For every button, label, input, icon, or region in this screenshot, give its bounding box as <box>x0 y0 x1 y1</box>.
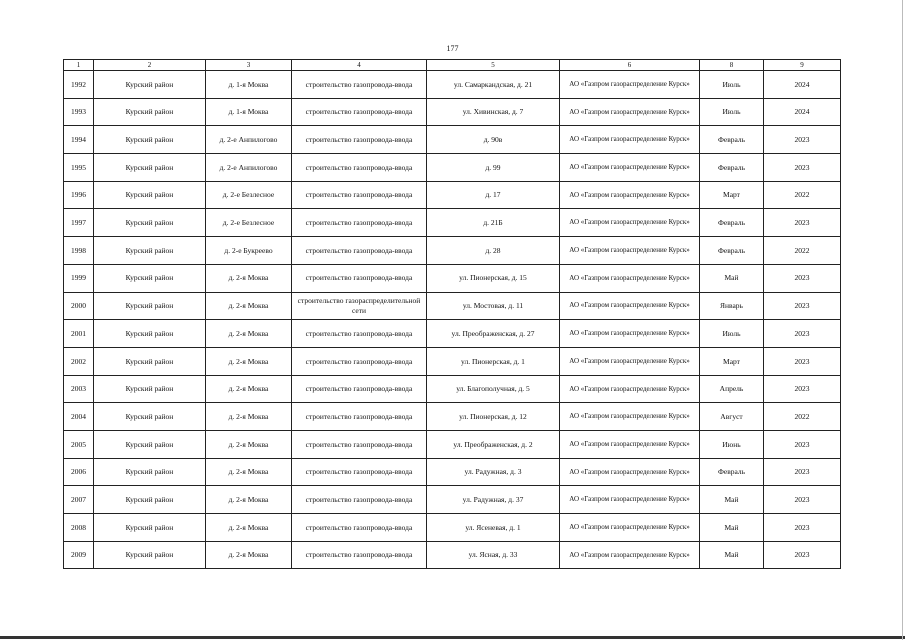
column-header: 1 <box>64 60 94 71</box>
address-cell: д. 17 <box>427 181 560 209</box>
month-cell: Май <box>700 264 764 292</box>
table-row <box>64 98 841 126</box>
table-row <box>64 430 841 458</box>
table-row <box>64 347 841 375</box>
address-cell: д. 21Б <box>427 209 560 237</box>
work-type-cell: строительство газопровода-ввода <box>292 181 427 209</box>
row-number-cell: 2007 <box>64 486 94 514</box>
work-type-cell: строительство газопровода-ввода <box>292 154 427 182</box>
table-row <box>64 403 841 431</box>
month-cell: Июль <box>700 320 764 348</box>
settlement-cell: д. 2-я Моква <box>206 458 292 486</box>
district-cell: Курский район <box>94 292 206 320</box>
address-cell: д. 28 <box>427 237 560 265</box>
month-cell: Апрель <box>700 375 764 403</box>
owner-cell: АО «Газпром газораспределение Курск» <box>560 403 700 431</box>
table-row <box>64 209 841 237</box>
month-cell: Январь <box>700 292 764 320</box>
district-cell: Курский район <box>94 347 206 375</box>
table-row <box>64 375 841 403</box>
settlement-cell: д. 2-е Букреево <box>206 237 292 265</box>
owner-cell: АО «Газпром газораспределение Курск» <box>560 347 700 375</box>
row-number-cell: 1999 <box>64 264 94 292</box>
settlement-cell: д. 2-я Моква <box>206 347 292 375</box>
address-cell: ул. Радужная, д. 37 <box>427 486 560 514</box>
table-row <box>64 320 841 348</box>
table-row <box>64 71 841 99</box>
address-cell: ул. Преображенская, д. 27 <box>427 320 560 348</box>
owner-cell: АО «Газпром газораспределение Курск» <box>560 154 700 182</box>
column-header: 3 <box>206 60 292 71</box>
row-number-cell: 2008 <box>64 514 94 542</box>
district-cell: Курский район <box>94 430 206 458</box>
address-cell: д. 99 <box>427 154 560 182</box>
address-cell: ул. Самаркандская, д. 21 <box>427 71 560 99</box>
month-cell: Февраль <box>700 209 764 237</box>
work-type-cell: строительство газопровода-ввода <box>292 264 427 292</box>
owner-cell: АО «Газпром газораспределение Курск» <box>560 514 700 542</box>
month-cell: Февраль <box>700 458 764 486</box>
year-cell: 2023 <box>764 209 841 237</box>
row-number-cell: 1997 <box>64 209 94 237</box>
row-number-cell: 2001 <box>64 320 94 348</box>
table-row <box>64 154 841 182</box>
settlement-cell: д. 2-я Моква <box>206 403 292 431</box>
row-number-cell: 2005 <box>64 430 94 458</box>
address-cell: ул. Благополучная, д. 5 <box>427 375 560 403</box>
address-cell: ул. Радужная, д. 3 <box>427 458 560 486</box>
settlement-cell: д. 2-е Анпилогово <box>206 126 292 154</box>
year-cell: 2023 <box>764 375 841 403</box>
month-cell: Июль <box>700 98 764 126</box>
owner-cell: АО «Газпром газораспределение Курск» <box>560 430 700 458</box>
year-cell: 2023 <box>764 154 841 182</box>
settlement-cell: д. 1-я Моква <box>206 98 292 126</box>
table-row <box>64 486 841 514</box>
settlement-cell: д. 2-я Моква <box>206 430 292 458</box>
year-cell: 2023 <box>764 430 841 458</box>
row-number-cell: 2003 <box>64 375 94 403</box>
table-row <box>64 181 841 209</box>
district-cell: Курский район <box>94 375 206 403</box>
work-type-cell: строительство газораспределительной сети <box>292 292 427 320</box>
work-type-cell: строительство газопровода-ввода <box>292 430 427 458</box>
column-header: 4 <box>292 60 427 71</box>
settlement-cell: д. 2-я Моква <box>206 486 292 514</box>
table-row <box>64 514 841 542</box>
owner-cell: АО «Газпром газораспределение Курск» <box>560 541 700 569</box>
year-cell: 2023 <box>764 264 841 292</box>
table-row <box>64 264 841 292</box>
month-cell: Февраль <box>700 126 764 154</box>
settlement-cell: д. 2-я Моква <box>206 292 292 320</box>
district-cell: Курский район <box>94 209 206 237</box>
district-cell: Курский район <box>94 126 206 154</box>
gasification-table <box>63 59 841 569</box>
owner-cell: АО «Газпром газораспределение Курск» <box>560 375 700 403</box>
settlement-cell: д. 2-е Анпилогово <box>206 154 292 182</box>
owner-cell: АО «Газпром газораспределение Курск» <box>560 237 700 265</box>
district-cell: Курский район <box>94 541 206 569</box>
row-number-cell: 2009 <box>64 541 94 569</box>
page-number: 177 <box>446 44 459 53</box>
owner-cell: АО «Газпром газораспределение Курск» <box>560 292 700 320</box>
month-cell: Март <box>700 347 764 375</box>
year-cell: 2022 <box>764 181 841 209</box>
settlement-cell: д. 2-я Моква <box>206 514 292 542</box>
column-header: 9 <box>764 60 841 71</box>
month-cell: Август <box>700 403 764 431</box>
work-type-cell: строительство газопровода-ввода <box>292 71 427 99</box>
district-cell: Курский район <box>94 154 206 182</box>
row-number-cell: 2000 <box>64 292 94 320</box>
settlement-cell: д. 2-е Безлесное <box>206 181 292 209</box>
month-cell: Май <box>700 541 764 569</box>
district-cell: Курский район <box>94 181 206 209</box>
owner-cell: АО «Газпром газораспределение Курск» <box>560 209 700 237</box>
month-cell: Май <box>700 514 764 542</box>
row-number-cell: 2004 <box>64 403 94 431</box>
address-cell: ул. Пионерская, д. 15 <box>427 264 560 292</box>
owner-cell: АО «Газпром газораспределение Курск» <box>560 98 700 126</box>
year-cell: 2023 <box>764 292 841 320</box>
work-type-cell: строительство газопровода-ввода <box>292 403 427 431</box>
table-row <box>64 126 841 154</box>
month-cell: Февраль <box>700 154 764 182</box>
table-row <box>64 292 841 320</box>
row-number-cell: 1993 <box>64 98 94 126</box>
address-cell: ул. Пионерская, д. 1 <box>427 347 560 375</box>
district-cell: Курский район <box>94 458 206 486</box>
settlement-cell: д. 2-я Моква <box>206 264 292 292</box>
address-cell: д. 90в <box>427 126 560 154</box>
owner-cell: АО «Газпром газораспределение Курск» <box>560 126 700 154</box>
district-cell: Курский район <box>94 486 206 514</box>
work-type-cell: строительство газопровода-ввода <box>292 320 427 348</box>
year-cell: 2022 <box>764 237 841 265</box>
year-cell: 2023 <box>764 486 841 514</box>
owner-cell: АО «Газпром газораспределение Курск» <box>560 486 700 514</box>
year-cell: 2023 <box>764 126 841 154</box>
district-cell: Курский район <box>94 71 206 99</box>
work-type-cell: строительство газопровода-ввода <box>292 347 427 375</box>
district-cell: Курский район <box>94 403 206 431</box>
address-cell: ул. Пионерская, д. 12 <box>427 403 560 431</box>
year-cell: 2024 <box>764 98 841 126</box>
year-cell: 2023 <box>764 458 841 486</box>
settlement-cell: д. 2-я Моква <box>206 541 292 569</box>
year-cell: 2023 <box>764 347 841 375</box>
settlement-cell: д. 2-я Моква <box>206 375 292 403</box>
table-body <box>64 71 841 569</box>
scan-right-edge <box>902 0 903 640</box>
owner-cell: АО «Газпром газораспределение Курск» <box>560 320 700 348</box>
district-cell: Курский район <box>94 320 206 348</box>
month-cell: Июнь <box>700 430 764 458</box>
work-type-cell: строительство газопровода-ввода <box>292 514 427 542</box>
row-number-cell: 1996 <box>64 181 94 209</box>
row-number-cell: 1998 <box>64 237 94 265</box>
table-row <box>64 458 841 486</box>
district-cell: Курский район <box>94 98 206 126</box>
settlement-cell: д. 2-е Безлесное <box>206 209 292 237</box>
district-cell: Курский район <box>94 514 206 542</box>
month-cell: Март <box>700 181 764 209</box>
column-header: 8 <box>700 60 764 71</box>
row-number-cell: 2006 <box>64 458 94 486</box>
address-cell: ул. Преображенская, д. 2 <box>427 430 560 458</box>
work-type-cell: строительство газопровода-ввода <box>292 126 427 154</box>
work-type-cell: строительство газопровода-ввода <box>292 209 427 237</box>
work-type-cell: строительство газопровода-ввода <box>292 237 427 265</box>
scan-bottom-edge <box>0 636 905 639</box>
month-cell: Июль <box>700 71 764 99</box>
work-type-cell: строительство газопровода-ввода <box>292 375 427 403</box>
table-row <box>64 541 841 569</box>
year-cell: 2022 <box>764 403 841 431</box>
settlement-cell: д. 1-я Моква <box>206 71 292 99</box>
year-cell: 2023 <box>764 541 841 569</box>
address-cell: ул. Ясеневая, д. 1 <box>427 514 560 542</box>
table-row <box>64 237 841 265</box>
address-cell: ул. Мостовая, д. 11 <box>427 292 560 320</box>
column-header: 6 <box>560 60 700 71</box>
work-type-cell: строительство газопровода-ввода <box>292 458 427 486</box>
month-cell: Февраль <box>700 237 764 265</box>
column-header: 5 <box>427 60 560 71</box>
row-number-cell: 1992 <box>64 71 94 99</box>
year-cell: 2023 <box>764 514 841 542</box>
settlement-cell: д. 2-я Моква <box>206 320 292 348</box>
work-type-cell: строительство газопровода-ввода <box>292 98 427 126</box>
owner-cell: АО «Газпром газораспределение Курск» <box>560 181 700 209</box>
row-number-cell: 1994 <box>64 126 94 154</box>
work-type-cell: строительство газопровода-ввода <box>292 486 427 514</box>
row-number-cell: 2002 <box>64 347 94 375</box>
district-cell: Курский район <box>94 264 206 292</box>
year-cell: 2024 <box>764 71 841 99</box>
month-cell: Май <box>700 486 764 514</box>
address-cell: ул. Ясная, д. 33 <box>427 541 560 569</box>
district-cell: Курский район <box>94 237 206 265</box>
column-header: 2 <box>94 60 206 71</box>
owner-cell: АО «Газпром газораспределение Курск» <box>560 264 700 292</box>
header-row <box>64 60 841 71</box>
owner-cell: АО «Газпром газораспределение Курск» <box>560 458 700 486</box>
owner-cell: АО «Газпром газораспределение Курск» <box>560 71 700 99</box>
address-cell: ул. Хивинская, д. 7 <box>427 98 560 126</box>
work-type-cell: строительство газопровода-ввода <box>292 541 427 569</box>
year-cell: 2023 <box>764 320 841 348</box>
row-number-cell: 1995 <box>64 154 94 182</box>
